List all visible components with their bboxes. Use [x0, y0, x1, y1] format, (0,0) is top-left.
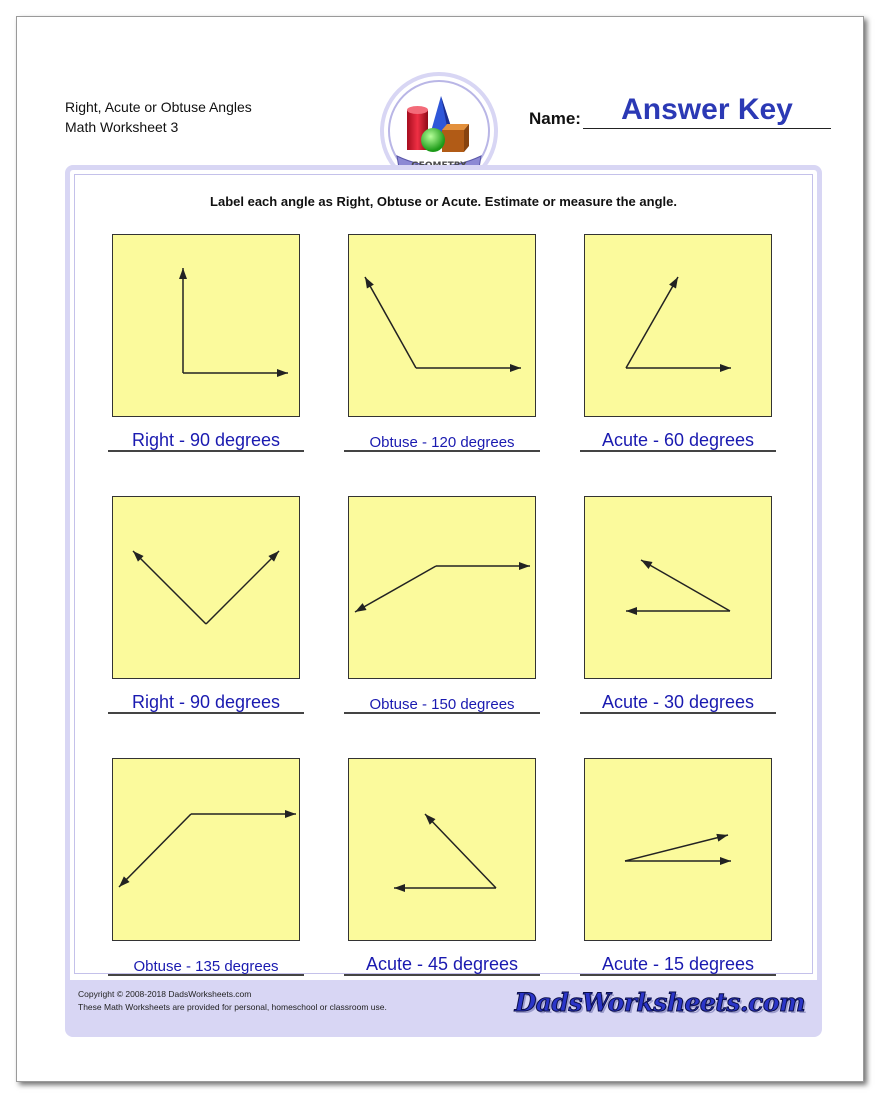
arrowhead-icon	[716, 834, 728, 842]
angle-drawing	[585, 235, 771, 416]
name-field	[529, 95, 831, 131]
angle-ray-1	[365, 277, 416, 368]
arrowhead-icon	[365, 277, 374, 289]
angle-drawing	[113, 497, 299, 678]
answer-line	[344, 712, 540, 714]
angle-drawing	[113, 759, 299, 940]
copyright-line: Copyright © 2008-2018 DadsWorksheets.com	[78, 989, 252, 999]
answer-label: Obtuse - 120 degrees	[369, 434, 515, 451]
arrowhead-icon	[720, 857, 731, 865]
answer-line	[108, 974, 304, 976]
angle-drawing	[585, 759, 771, 940]
answer-label: Acute - 15 degrees	[601, 954, 755, 974]
angle-drawing	[349, 235, 535, 416]
arrowhead-icon	[641, 560, 653, 569]
arrowhead-icon	[394, 884, 405, 892]
instructions: Label each angle as Right, Obtuse or Acute. Estimate or measure the angle.	[210, 194, 677, 209]
angle-box	[348, 234, 536, 417]
usage-notice: These Math Worksheets are provided for personal, homeschool or classroom use.	[78, 1002, 387, 1012]
angle-ray-1	[625, 835, 728, 861]
arrowhead-icon	[277, 369, 288, 377]
answer-line	[580, 712, 776, 714]
answer-label: Acute - 45 degrees	[365, 954, 519, 974]
arrowhead-icon	[179, 268, 187, 279]
arrowhead-icon	[720, 364, 731, 372]
answer-key-text: Answer Key	[621, 93, 793, 126]
name-line	[583, 128, 831, 129]
arrowhead-icon	[510, 364, 521, 372]
angle-box	[112, 234, 300, 417]
worksheet-page	[16, 16, 864, 1082]
angle-ray-2	[355, 566, 436, 612]
answer-line	[344, 450, 540, 452]
dadsworksheets-logo: DadsWorksheets.com	[514, 988, 805, 1017]
angle-box	[348, 758, 536, 941]
answer-line	[580, 974, 776, 976]
worksheet-frame	[65, 165, 822, 1037]
answer-label: Obtuse - 135 degrees	[133, 958, 279, 975]
angle-ray-2	[206, 551, 279, 624]
name-label: Name:	[529, 109, 581, 128]
answer-label: Acute - 60 degrees	[601, 430, 755, 450]
arrowhead-icon	[519, 562, 530, 570]
arrowhead-icon	[669, 277, 678, 289]
copyright	[78, 988, 387, 1014]
arrowhead-icon	[285, 810, 296, 818]
angle-ray-2	[119, 814, 191, 887]
angle-drawing	[349, 759, 535, 940]
angle-box	[112, 758, 300, 941]
answer-label: Obtuse - 150 degrees	[369, 696, 515, 713]
angle-drawing	[585, 497, 771, 678]
footer	[70, 980, 817, 1032]
worksheet-title-line1: Right, Acute or Obtuse Angles	[65, 99, 252, 115]
angle-box	[584, 234, 772, 417]
answer-label: Right - 90 degrees	[131, 430, 281, 450]
angle-box	[112, 496, 300, 679]
angle-ray-1	[133, 551, 206, 624]
angle-box	[348, 496, 536, 679]
angle-box	[584, 496, 772, 679]
angle-box	[584, 758, 772, 941]
answer-label: Right - 90 degrees	[131, 692, 281, 712]
worksheet-title-line2: Math Worksheet 3	[65, 119, 179, 135]
answer-line	[108, 450, 304, 452]
worksheet-title	[65, 97, 252, 137]
arrowhead-icon	[355, 603, 367, 612]
angle-ray-1	[626, 277, 678, 368]
answer-label: Acute - 30 degrees	[601, 692, 755, 712]
angle-ray-1	[425, 814, 496, 888]
angle-ray-1	[641, 560, 730, 611]
answer-line	[580, 450, 776, 452]
angle-drawing	[113, 235, 299, 416]
arrowhead-icon	[626, 607, 637, 615]
angle-drawing	[349, 497, 535, 678]
answer-line	[108, 712, 304, 714]
answer-line	[344, 974, 540, 976]
